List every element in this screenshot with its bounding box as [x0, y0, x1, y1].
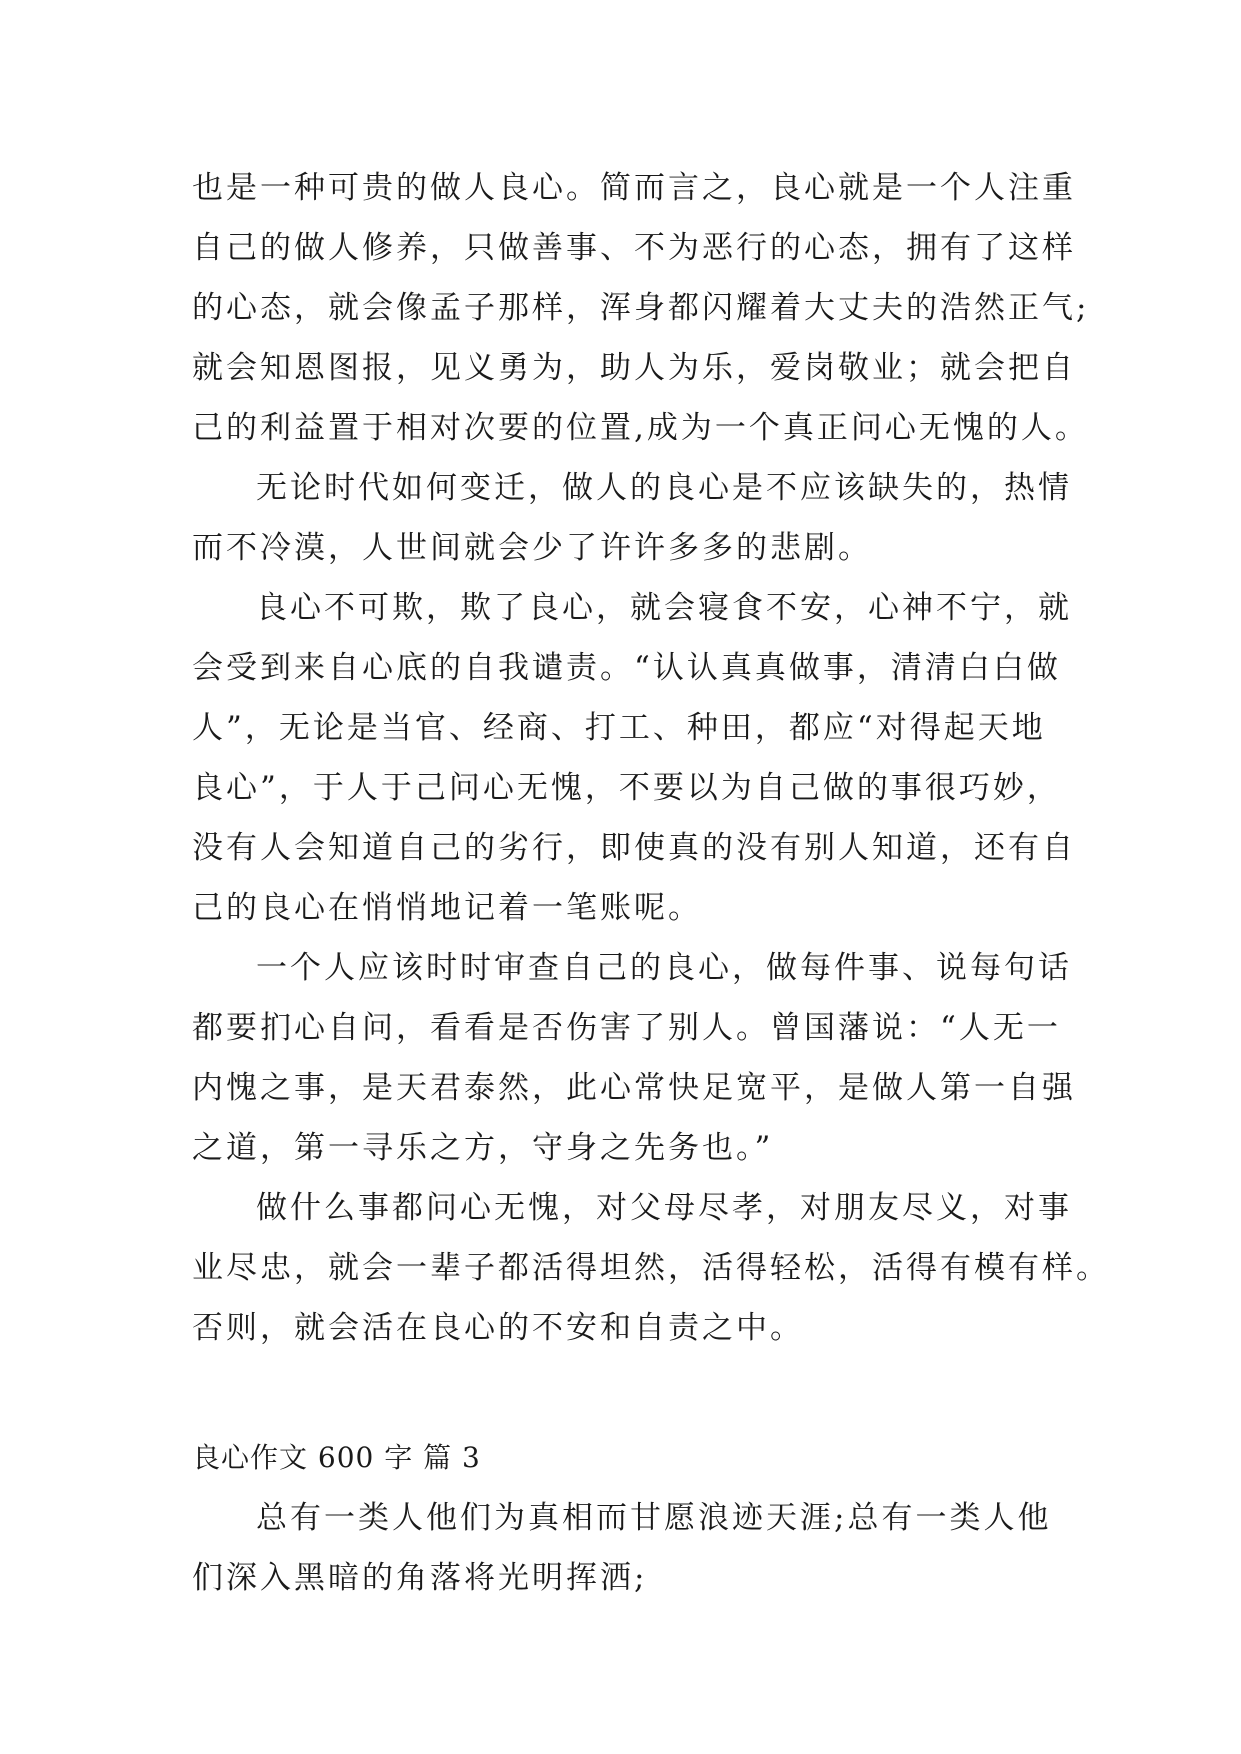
text-line: 一个人应该时时审查自己的良心，做每件事、说每句话 — [256, 950, 1072, 986]
text-line: 无论时代如何变迁，做人的良心是不应该缺失的，热情 — [256, 470, 1072, 506]
paragraph — [192, 578, 1076, 938]
text-line: 也是一种可贵的做人良心。简而言之，良心就是一个人注重 — [192, 170, 1076, 206]
text-line: 就会知恩图报，见义勇为，助人为乐，爱岗敬业；就会把自 — [192, 350, 1076, 386]
paragraph — [192, 458, 1072, 578]
paragraph — [192, 158, 1090, 458]
text-line: 们深入黑暗的角落将光明挥洒; — [192, 1560, 648, 1596]
text-line: 己的良心在悄悄地记着一笔账呢。 — [192, 890, 702, 926]
text-line: 内愧之事，是天君泰然，此心常快足宽平，是做人第一自强 — [192, 1070, 1076, 1106]
text-line: 没有人会知道自己的劣行，即使真的没有别人知道，还有自 — [192, 830, 1076, 866]
text-line: 之道，第一寻乐之方，守身之先务也。” — [192, 1130, 774, 1166]
text-line: 会受到来自心底的自我谴责。“认认真真做事，清清白白做 — [192, 650, 1061, 686]
text-line: 业尽忠，就会一辈子都活得坦然，活得轻松，活得有模有样。 — [192, 1250, 1110, 1286]
text-line: 总有一类人他们为真相而甘愿浪迹天涯;总有一类人他 — [256, 1500, 1052, 1536]
text-line: 己的利益置于相对次要的位置,成为一个真正问心无愧的人。 — [192, 410, 1089, 446]
text-line: 做什么事都问心无愧，对父母尽孝，对朋友尽义，对事 — [256, 1190, 1072, 1226]
section-gap — [192, 1358, 1052, 1428]
text-line: 都要扪心自问，看看是否伤害了别人。曾国藩说：“人无一 — [192, 1010, 1061, 1046]
paragraph — [192, 1488, 1052, 1608]
text-line: 的心态，就会像孟子那样，浑身都闪耀着大丈夫的浩然正气; — [192, 290, 1090, 326]
paragraph — [192, 1178, 1110, 1358]
text-line: 人”，无论是当官、经商、打工、种田，都应“对得起天地 — [192, 710, 1046, 746]
text-line: 自己的做人修养，只做善事、不为恶行的心态，拥有了这样 — [192, 230, 1076, 266]
text-line: 而不冷漠，人世间就会少了许许多多的悲剧。 — [192, 530, 872, 566]
paragraph — [192, 938, 1076, 1178]
text-line: 良心”，于人于己问心无愧，不要以为自己做的事很巧妙， — [192, 770, 1061, 806]
section-heading: 良心作文 600 字 篇 3 — [192, 1441, 481, 1474]
text-line: 良心不可欺，欺了良心，就会寝食不安，心神不宁，就 — [256, 590, 1072, 626]
text-line: 否则，就会活在良心的不安和自责之中。 — [192, 1310, 804, 1346]
document-body — [192, 158, 1110, 1608]
